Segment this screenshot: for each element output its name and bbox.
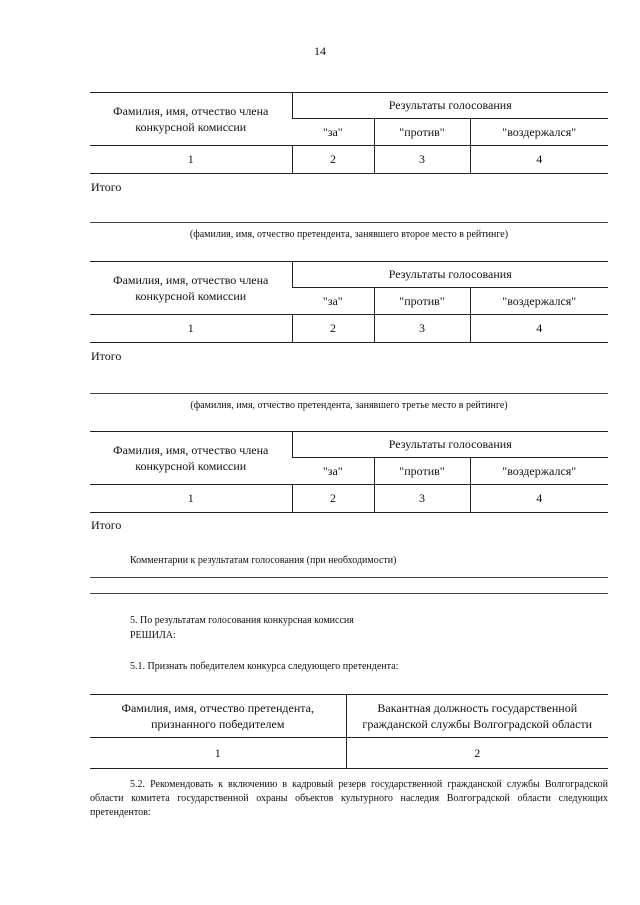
col-number: 3	[374, 315, 470, 343]
comments-label: Комментарии к результатам голосования (при необходимости)	[130, 555, 397, 566]
vote-table-3	[90, 431, 608, 513]
vote-table-2	[90, 261, 608, 343]
header-for: "за"	[292, 458, 374, 485]
itogo-label: Итого	[91, 180, 122, 194]
header-member-name: Фамилия, имя, отчество члена конкурсной комиссии	[90, 432, 292, 485]
caption-second-place: (фамилия, имя, отчество претендента, занявшего второе место в рейтинге)	[189, 229, 509, 240]
section-5-text: 5. По результатам голосования конкурсная комиссия	[130, 615, 354, 626]
col-number: 3	[374, 485, 470, 513]
itogo-label: Итого	[91, 349, 122, 363]
col-number: 3	[374, 146, 470, 174]
fill-line	[90, 222, 608, 223]
header-against: "против"	[374, 288, 470, 315]
header-abstain: "воздержался"	[470, 458, 608, 485]
vote-table-1	[90, 92, 608, 174]
fill-line	[90, 593, 608, 594]
col-number: 4	[470, 315, 608, 343]
section-5-1-text: 5.1. Признать победителем конкурса следующего претендента:	[130, 661, 399, 672]
col-number: 4	[470, 146, 608, 174]
header-vacant-position: Вакантная должность государственной гражданской службы Волгоградской области	[346, 695, 608, 738]
header-winner-name: Фамилия, имя, отчество претендента, признанного победителем	[90, 695, 346, 738]
col-number: 1	[90, 738, 346, 769]
col-number: 2	[292, 485, 374, 513]
section-5-2-text: 5.2. Рекомендовать к включению в кадровый резерв государственной гражданской службы Волгоградской области комитета государственной охраны объектов культурного наследия Волгоградской области следующих претендентов:	[90, 779, 608, 818]
section-5-decided: РЕШИЛА:	[130, 630, 176, 641]
header-against: "против"	[374, 458, 470, 485]
col-number: 2	[346, 738, 608, 769]
header-for: "за"	[292, 288, 374, 315]
col-number: 2	[292, 146, 374, 174]
header-abstain: "воздержался"	[470, 119, 608, 146]
col-number: 2	[292, 315, 374, 343]
header-results: Результаты голосования	[292, 93, 608, 119]
itogo-label: Итого	[91, 518, 122, 532]
fill-line	[90, 393, 608, 394]
header-against: "против"	[374, 119, 470, 146]
col-number: 4	[470, 485, 608, 513]
header-for: "за"	[292, 119, 374, 146]
fill-line	[90, 577, 608, 578]
header-results: Результаты голосования	[292, 432, 608, 458]
header-abstain: "воздержался"	[470, 288, 608, 315]
header-results: Результаты голосования	[292, 262, 608, 288]
caption-third-place: (фамилия, имя, отчество претендента, занявшего третье место в рейтинге)	[190, 400, 508, 411]
page-number: 14	[314, 44, 326, 58]
winner-table	[90, 694, 608, 769]
col-number: 1	[90, 315, 292, 343]
header-member-name: Фамилия, имя, отчество члена конкурсной комиссии	[90, 93, 292, 146]
col-number: 1	[90, 146, 292, 174]
header-member-name: Фамилия, имя, отчество члена конкурсной комиссии	[90, 262, 292, 315]
col-number: 1	[90, 485, 292, 513]
